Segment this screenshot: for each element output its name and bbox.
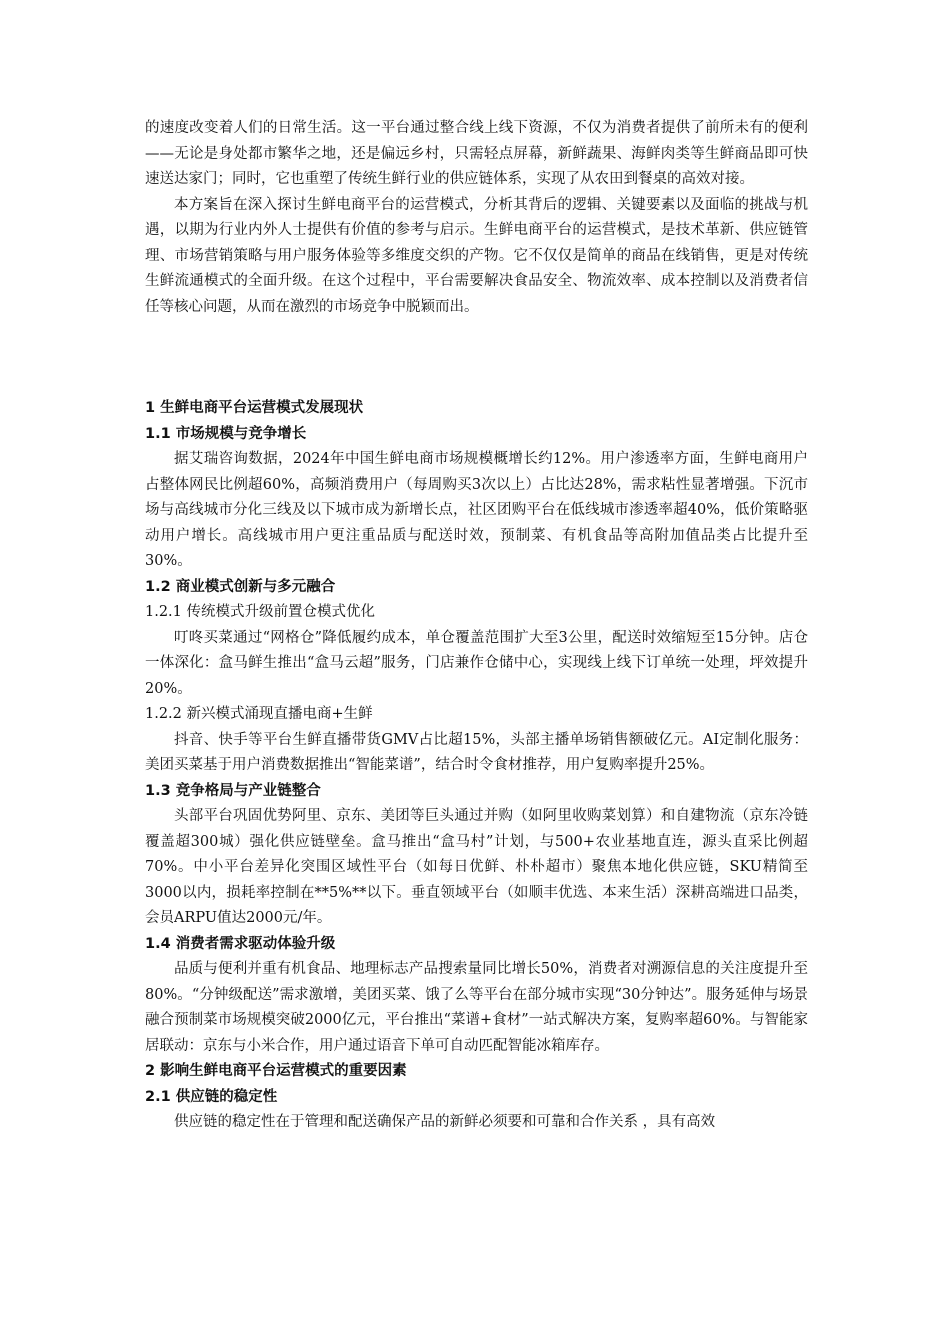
intro-paragraph-1: 的速度改变着人们的日常生活。这一平台通过整合线上线下资源，不仅为消费者提供了前所未有的便利——无论是身处都市繁华之地，还是偏远乡村，只需轻点屏幕，新鲜蔬果、海鲜肉类等生鲜商品即可快速送达家门；同时，它也重塑了传统生鲜行业的供应链体系，实现了从农田到餐桌的高效对接。 bbox=[145, 120, 808, 187]
document-body bbox=[145, 116, 808, 1136]
section-spacer bbox=[145, 320, 808, 396]
section-1-2-2-heading: 1.2.2 新兴模式涌现直播电商+生鲜 bbox=[145, 706, 373, 722]
section-1-2-heading: 1.2 商业模式创新与多元融合 bbox=[145, 578, 336, 595]
section-1-4-heading: 1.4 消费者需求驱动体验升级 bbox=[145, 935, 336, 952]
section-1-heading: 1 生鲜电商平台运营模式发展现状 bbox=[145, 400, 364, 416]
section-2-1-heading: 2.1 供应链的稳定性 bbox=[145, 1088, 278, 1105]
section-1-2-1-body: 叮咚买菜通过“网格仓”降低履约成本，单仓覆盖范围扩大至3公里，配送时效缩短至15分钟。店仓一体深化：盒马鲜生推出“盒马云超”服务，门店兼作仓储中心，实现线上线下订单统一处理，坪效提升20%。 bbox=[145, 629, 808, 697]
section-1-1-heading: 1.1 市场规模与竞争增长 bbox=[145, 425, 307, 442]
section-2-1-body: 供应链的稳定性在于管理和配送确保产品的新鲜必须要和可靠和合作关系 ，具有高效 bbox=[174, 1114, 716, 1130]
section-1-2-1-heading: 1.2.1 传统模式升级前置仓模式优化 bbox=[145, 604, 376, 620]
section-1-1-body: 据艾瑞咨询数据，2024年中国生鲜电商市场规模概增长约12%。用户渗透率方面，生鲜电商用户占整体网民比例超60%，高频消费用户（每周购买3次以上）占比达28%，需求粘性显著增强。下沉市场与高线城市分化三线及以下城市成为新增长点，社区团购平台在低线城市渗透率超40%，低价策略驱动用户增长。高线城市用户更注重品质与配送时效，预制菜、有机食品等高附加值品类占比提升至30%。 bbox=[145, 451, 808, 569]
section-1-3-heading: 1.3 竞争格局与产业链整合 bbox=[145, 782, 321, 799]
section-2-heading: 2 影响生鲜电商平台运营模式的重要因素 bbox=[145, 1063, 407, 1079]
intro-paragraph-2: 本方案旨在深入探讨生鲜电商平台的运营模式，分析其背后的逻辑、关键要素以及面临的挑战与机遇，以期为行业内外人士提供有价值的参考与启示。生鲜电商平台的运营模式，是技术革新、供应链管理、市场营销策略与用户服务体验等多维度交织的产物。它不仅仅是简单的商品在线销售，更是对传统生鲜流通模式的全面升级。在这个过程中，平台需要解决食品安全、物流效率、成本控制以及消费者信任等核心问题，从而在激烈的市场竞争中脱颖而出。 bbox=[145, 196, 808, 315]
section-1-4-body: 品质与便利并重有机食品、地理标志产品搜索量同比增长50%，消费者对溯源信息的关注度提升至80%。“分钟级配送”需求激增，美团买菜、饿了么等平台在部分城市实现“30分钟达”。服务延伸与场景融合预制菜市场规模突破2000亿元，平台推出“菜谱+食材”一站式解决方案，复购率超60%。与智能家居联动：京东与小米合作，用户通过语音下单可自动匹配智能冰箱库存。 bbox=[145, 961, 808, 1054]
section-1-2-2-body: 抖音、快手等平台生鲜直播带货GMV占比超15%，头部主播单场销售额破亿元。AI定制化服务：美团买菜基于用户消费数据推出“智能菜谱”，结合时令食材推荐，用户复购率提升25%。 bbox=[145, 731, 808, 773]
section-1-3-body: 头部平台巩固优势阿里、京东、美团等巨头通过并购（如阿里收购菜划算）和自建物流（京东冷链覆盖超300城）强化供应链壁垒。盒马推出“盒马村”计划，与500+农业基地直连，源头直采比例超70%。中小平台差异化突围区域性平台（如每日优鲜、朴朴超市）聚焦本地化供应链，SKU精简至3000以内，损耗率控制在**5%**以下。垂直领域平台（如顺丰优选、本来生活）深耕高端进口品类，会员ARPU值达2000元/年。 bbox=[145, 808, 808, 926]
